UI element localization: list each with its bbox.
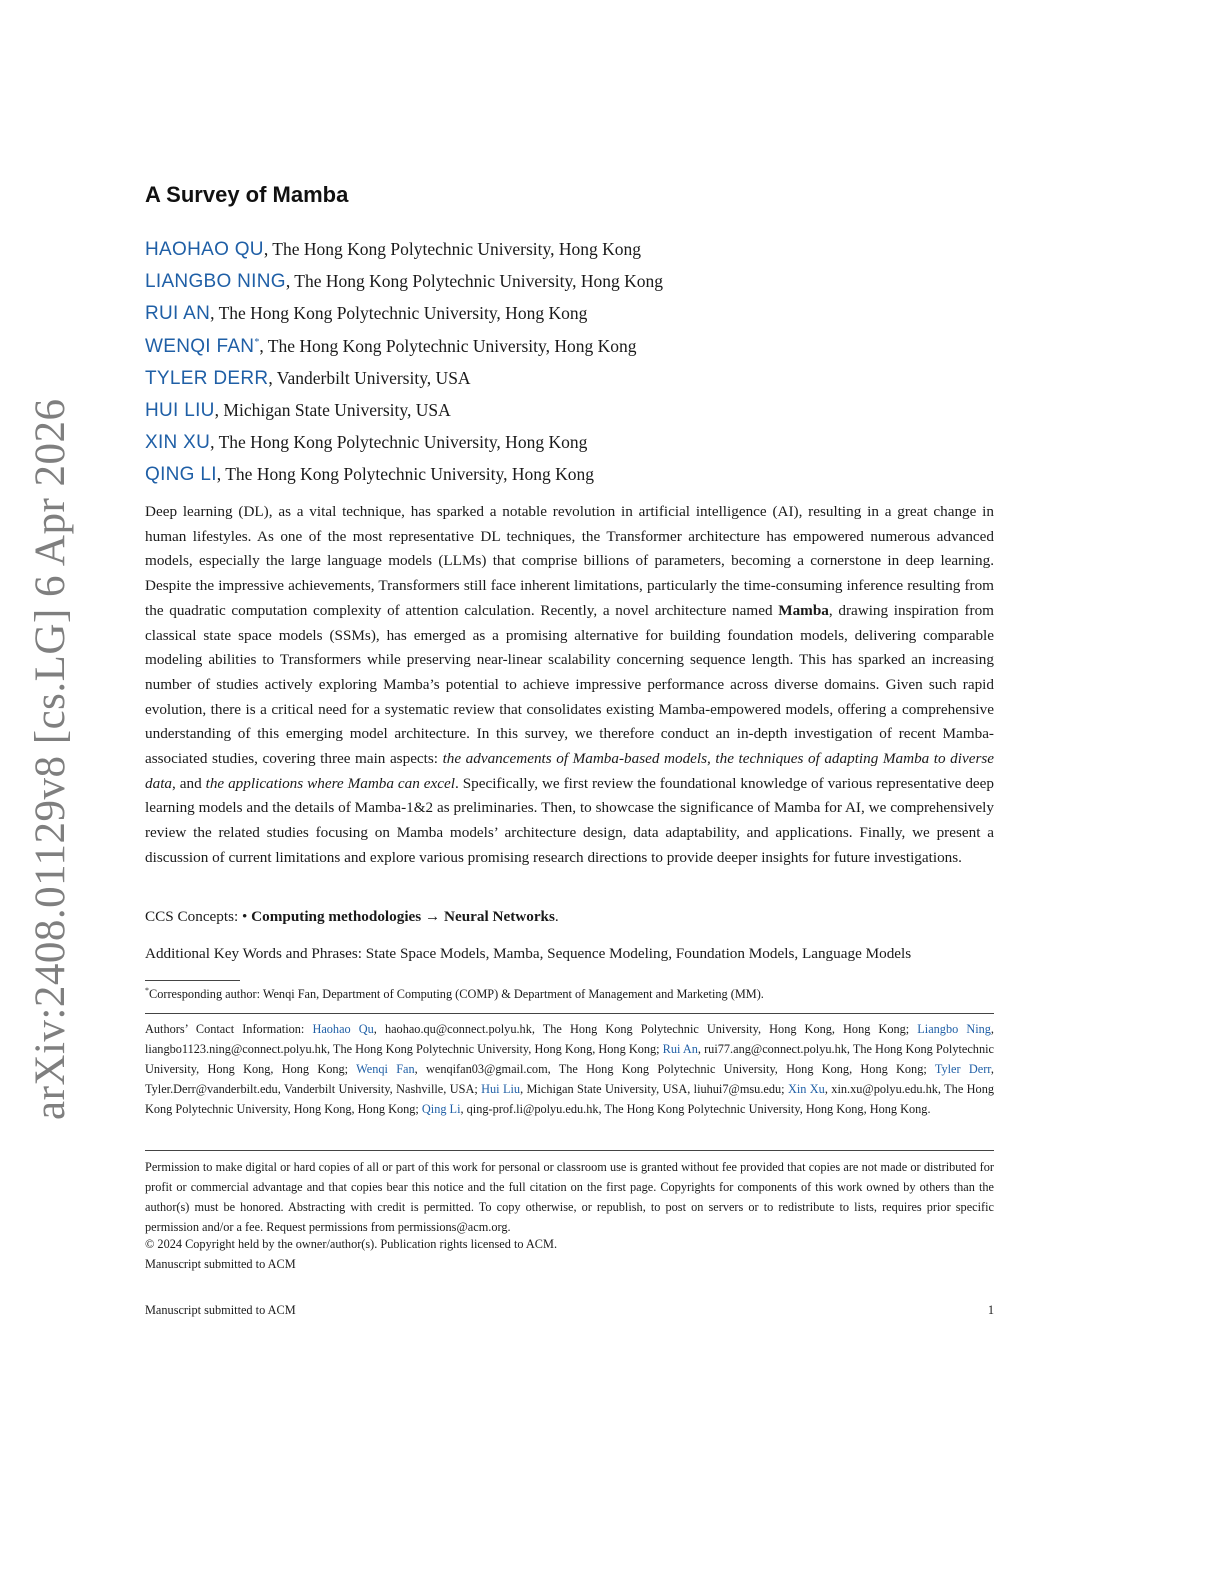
author-name[interactable]: LIANGBO NING — [145, 271, 286, 293]
author-name[interactable]: XIN XU — [145, 431, 211, 453]
author-name[interactable]: HAOHAO QU — [145, 238, 264, 260]
author-name[interactable]: WENQI FAN — [145, 335, 255, 357]
author-affiliation: , The Hong Kong Polytechnic University, Hong Kong — [285, 271, 664, 292]
abstract-text: , — [707, 750, 716, 768]
abstract-text: Deep learning (DL), as a vital technique, has sparked a notable revolution in artificial intelligence (AI), resulting in a great change in human lifestyles. As one of the most representative DL techniques, the Transformer architecture has empowered numerous advanced models, especially the large language models (LLMs) that comprise billions of parameters, becoming a cornerstone in deep learning. Despite the impressive achievements, Transformers still face inherent limitations, particularly the time-consuming inference resulting from the quadratic computation complexity of attention calculation. Recently, a novel architecture named — [145, 503, 994, 619]
corresponding-author-footnote — [145, 986, 764, 1002]
manuscript-note: Manuscript submitted to ACM — [145, 1257, 296, 1271]
contact-author-link[interactable]: Liangbo Ning — [917, 1022, 991, 1036]
author-affiliation: , The Hong Kong Polytechnic University, Hong Kong — [216, 464, 594, 485]
footnote-divider — [145, 980, 240, 981]
contact-author-link[interactable]: Rui An — [662, 1041, 698, 1056]
author-affiliation: , Michigan State University, USA — [214, 399, 451, 420]
contact-author-link[interactable]: Wenqi Fan — [356, 1061, 415, 1076]
author-entry — [145, 296, 663, 328]
contact-information — [145, 1020, 994, 1120]
author-entry — [145, 232, 663, 264]
contact-details: , liangbo1123.ning@connect.polyu.hk, The Hong Kong Polytechnic University, Hong Kong, Hong Kong; — [145, 1022, 994, 1056]
author-entry — [145, 393, 663, 425]
ccs-concepts — [145, 908, 559, 926]
permission-notice: Permission to make digital or hard copies of all or part of this work for personal or classroom use is granted without fee provided that copies are not made or distributed for profit or commercial advantage and that copies bear this notice and the full citation on the first page. Copyrights for components of this work owned by others than the author(s) must be honored. Abstracting with credit is permitted. To copy otherwise, or republish, to post on servers or to redistribute to lists, requires prior specific permission and/or a fee. Request permissions from permissions@acm.org. — [145, 1160, 994, 1234]
permission-divider — [145, 1150, 994, 1151]
author-entry — [145, 425, 663, 457]
ccs-bullet: • — [242, 908, 252, 925]
contact-author-link[interactable]: Haohao Qu — [312, 1022, 374, 1036]
abstract-text: , drawing inspiration from classical state space models (SSMs), has emerged as a promising alternative for building foundation models, delivering comparable modeling abilities to Transformers while preserving near-linear scalability concerning sequence length. This has sparked an increasing number of studies actively exploring Mamba’s potential to achieve impressive performance across diverse domains. Given such rapid evolution, there is a critical need for a systematic review that consolidates existing Mamba-empowered models, offering a comprehensive understanding of this emerging model architecture. In this survey, we therefore conduct an in-depth investigation of recent Mamba-associated studies, covering three main aspects: — [145, 601, 994, 768]
author-name[interactable]: TYLER DERR — [145, 367, 269, 389]
abstract-emphasis: the advancements of Mamba-based models — [442, 750, 708, 768]
page-number: 1 — [987, 1303, 994, 1317]
ccs-concept: Computing methodologies — [251, 908, 422, 925]
author-affiliation: , The Hong Kong Polytechnic University, Hong Kong — [259, 335, 637, 356]
author-name[interactable]: HUI LIU — [145, 399, 215, 421]
contact-details: , xin.xu@polyu.edu.hk, The Hong Kong Polytechnic University, Hong Kong, Hong Kong; — [145, 1081, 994, 1116]
ccs-end: . — [554, 908, 559, 925]
contact-details: , rui77.ang@connect.polyu.hk, The Hong Kong Polytechnic University, Hong Kong, Hong Kong; — [145, 1041, 994, 1076]
abstract — [145, 500, 994, 871]
author-affiliation: , The Hong Kong Polytechnic University, Hong Kong — [210, 303, 588, 324]
contact-details: , Michigan State University, USA, liuhui7@msu.edu; — [520, 1081, 788, 1096]
abstract-text: . Specifically, we first review the foundational knowledge of various representative deep learning models and the details of Mamba-1&2 as preliminaries. Then, to showcase the significance of Mamba for AI, we comprehensively review the related studies focusing on Mamba models’ architecture design, data adaptability, and applications. Finally, we present a discussion of current limitations and explore various promising research directions to provide deeper insights for future investigations. — [145, 774, 994, 866]
contact-author-link[interactable]: Xin Xu — [787, 1081, 825, 1096]
author-entry — [145, 329, 663, 361]
contact-details: , wenqifan03@gmail.com, The Hong Kong Polytechnic University, Hong Kong, Hong Kong; — [414, 1061, 935, 1076]
contact-details: , qing-prof.li@polyu.edu.hk, The Hong Kong Polytechnic University, Hong Kong, Hong Kong. — [460, 1101, 931, 1116]
author-name[interactable]: RUI AN — [145, 303, 211, 325]
author-entry — [145, 264, 663, 296]
contact-label: Authors’ Contact Information: — [145, 1022, 313, 1036]
contact-author-link[interactable]: Qing Li — [421, 1101, 461, 1116]
author-mark: * — [254, 336, 260, 348]
contact-details: , haohao.qu@connect.polyu.hk, The Hong Kong Polytechnic University, Hong Kong, Hong Kong; — [373, 1022, 918, 1036]
arxiv-stamp: arXiv:2408.01129v8 [cs.LG] 6 Apr 2026 — [27, 398, 74, 1120]
abstract-bold-term: Mamba — [778, 601, 829, 619]
author-name[interactable]: QING LI — [145, 464, 217, 486]
footnote-text: Corresponding author: Wenqi Fan, Department of Computing (COMP) & Department of Management and Marketing (MM). — [149, 987, 764, 1002]
keywords: Additional Key Words and Phrases: State Space Models, Mamba, Sequence Modeling, Foundation Models, Language Models — [145, 945, 912, 962]
copyright-notice: © 2024 Copyright held by the owner/author(s). Publication rights licensed to ACM. — [145, 1237, 558, 1251]
abstract-text: , and — [172, 774, 206, 792]
abstract-emphasis: the techniques of adapting Mamba to diverse data — [145, 750, 995, 792]
paper-title: A Survey of Mamba — [145, 182, 349, 207]
ccs-arrow: → — [421, 908, 444, 925]
abstract-emphasis: the applications where Mamba can excel — [205, 774, 455, 792]
footer-manuscript: Manuscript submitted to ACM — [145, 1303, 296, 1317]
contact-divider — [145, 1013, 994, 1014]
footnote-mark: * — [145, 986, 149, 995]
author-affiliation: , The Hong Kong Polytechnic University, Hong Kong — [263, 238, 642, 259]
author-entry — [145, 361, 663, 393]
author-affiliation: , Vanderbilt University, USA — [268, 367, 471, 388]
author-affiliation: , The Hong Kong Polytechnic University, Hong Kong — [210, 431, 588, 452]
author-list — [145, 232, 663, 490]
author-entry — [145, 457, 663, 489]
contact-author-link[interactable]: Tyler Derr — [934, 1061, 991, 1076]
ccs-subconcept: Neural Networks — [443, 908, 555, 925]
contact-details: , Tyler.Derr@vanderbilt.edu, Vanderbilt University, Nashville, USA; — [145, 1061, 994, 1096]
contact-author-link[interactable]: Hui Liu — [481, 1081, 521, 1096]
ccs-label: CCS Concepts: — [145, 908, 243, 925]
